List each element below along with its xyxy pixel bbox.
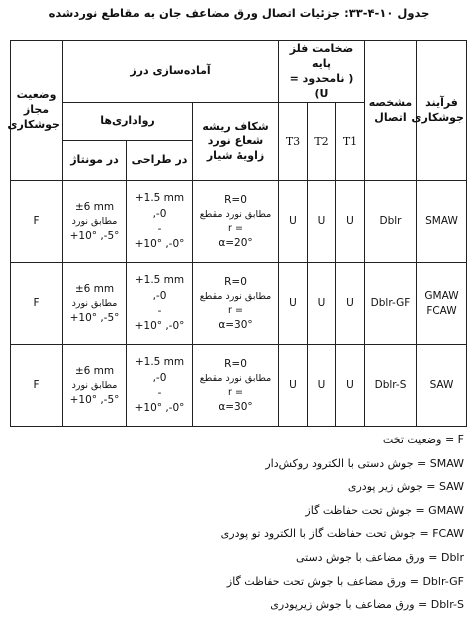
header-row-1 bbox=[11, 41, 467, 103]
groove-angle: α=30° bbox=[218, 400, 253, 413]
legend-item: SMAW = جوش دستی با الکترود روکش‌دار bbox=[265, 456, 464, 470]
header-t3: T3 bbox=[279, 103, 308, 181]
root-radius: R=0 bbox=[224, 193, 247, 206]
design-radius: - bbox=[157, 222, 162, 235]
header-groove-prep: آماده‌سازی درز bbox=[63, 41, 279, 103]
fitup-tolerance-cell bbox=[63, 263, 127, 345]
design-gap: +1.5 mm ,-0 bbox=[134, 356, 185, 384]
t1-cell: U bbox=[336, 263, 365, 345]
design-angle: +10° ,-0° bbox=[134, 320, 185, 333]
process-name: SAW bbox=[429, 379, 454, 392]
legend-item: Dblr-S = ورق مضاعف با جوش زیرپودری bbox=[270, 598, 464, 612]
base-metal-label: ضخامت فلز پایه bbox=[289, 42, 354, 70]
table-title: جدول ۱۰-۴-۳۳: جزئیات اتصال ورق مضاعف جان به مقاطع نوردشده bbox=[48, 6, 430, 20]
design-angle: +10° ,-0° bbox=[134, 402, 185, 415]
t3-cell: U bbox=[279, 263, 308, 345]
header-joint-spec: مشخصه اتصال bbox=[365, 41, 417, 181]
table-row bbox=[11, 181, 467, 263]
groove-cell bbox=[193, 263, 279, 345]
design-radius: - bbox=[157, 304, 162, 317]
position-cell: F bbox=[11, 181, 63, 263]
groove-cell bbox=[193, 345, 279, 427]
process-name: GMAW bbox=[424, 289, 459, 302]
legend-item: FCAW = جوش تحت حفاظت گاز با الکترود تو پودری bbox=[220, 527, 464, 541]
t3-cell: U bbox=[279, 181, 308, 263]
abbreviation-legend bbox=[24, 428, 464, 617]
header-tolerances: رواداری‌ها bbox=[63, 103, 193, 141]
design-gap: +1.5 mm ,-0 bbox=[134, 192, 185, 220]
fitup-angle: +10° ,-5° bbox=[69, 311, 120, 324]
header-t2: T2 bbox=[308, 103, 336, 181]
design-radius: - bbox=[157, 386, 162, 399]
legend-item: SAW = جوش زیر پودری bbox=[347, 480, 464, 494]
header-as-fitup: در مونتاژ bbox=[63, 141, 127, 181]
process-cell bbox=[417, 263, 467, 345]
groove-angle: α=30° bbox=[218, 318, 253, 331]
fitup-tolerance-cell bbox=[63, 345, 127, 427]
t2-cell: U bbox=[308, 263, 336, 345]
groove-angle: α=20° bbox=[218, 236, 253, 249]
position-cell: F bbox=[11, 263, 63, 345]
fitup-radius: مطابق نورد bbox=[71, 379, 118, 391]
joint-cell: Dblr-S bbox=[365, 345, 417, 427]
joint-details-table bbox=[7, 40, 467, 427]
t3-cell: U bbox=[279, 345, 308, 427]
groove-cell bbox=[193, 181, 279, 263]
table-row bbox=[11, 345, 467, 427]
position-cell: F bbox=[11, 345, 63, 427]
design-gap: +1.5 mm ,-0 bbox=[134, 274, 185, 302]
joint-cell: Dblr-GF bbox=[365, 263, 417, 345]
header-process: فرآیند جوشکاری bbox=[417, 41, 467, 181]
table-row bbox=[11, 263, 467, 345]
legend-item: GMAW = جوش تحت حفاظت گاز bbox=[305, 503, 464, 517]
t1-cell: U bbox=[336, 181, 365, 263]
legend-item: F = وضعیت تخت bbox=[382, 433, 464, 446]
radius-label: شعاع نورد bbox=[207, 134, 264, 148]
legend-item: Dblr = ورق مضاعف با جوش دستی bbox=[295, 550, 464, 564]
design-tolerance-cell bbox=[127, 345, 193, 427]
base-metal-note: ( نامحدود = U) bbox=[289, 71, 354, 100]
rolled-note: مطابق نورد مقطع = r bbox=[199, 373, 272, 398]
process-cell bbox=[417, 181, 467, 263]
fitup-radius: مطابق نورد bbox=[71, 297, 118, 309]
fitup-angle: +10° ,-5° bbox=[69, 393, 120, 406]
fitup-radius: مطابق نورد bbox=[71, 215, 118, 227]
process-name: SMAW bbox=[425, 215, 458, 228]
rolled-note: مطابق نورد مقطع = r bbox=[199, 291, 272, 316]
fitup-gap: ±6 mm bbox=[74, 200, 115, 213]
t1-cell: U bbox=[336, 345, 365, 427]
root-radius: R=0 bbox=[224, 275, 247, 288]
header-t1: T1 bbox=[336, 103, 365, 181]
design-tolerance-cell bbox=[127, 181, 193, 263]
header-root-gap bbox=[193, 103, 279, 181]
fitup-angle: +10° ,-5° bbox=[69, 229, 120, 242]
fitup-tolerance-cell bbox=[63, 181, 127, 263]
process-cell bbox=[417, 345, 467, 427]
design-tolerance-cell bbox=[127, 263, 193, 345]
t2-cell: U bbox=[308, 181, 336, 263]
design-angle: +10° ,-0° bbox=[134, 238, 185, 251]
rolled-note: مطابق نورد مقطع = r bbox=[199, 209, 272, 234]
fitup-gap: ±6 mm bbox=[74, 364, 115, 377]
root-radius: R=0 bbox=[224, 357, 247, 370]
root-gap-label: شکاف ریشه bbox=[202, 119, 269, 133]
header-base-metal bbox=[279, 41, 365, 103]
process-name-2: FCAW bbox=[426, 304, 457, 317]
fitup-gap: ±6 mm bbox=[74, 282, 115, 295]
groove-angle-label: زاویهٔ شیار bbox=[206, 149, 265, 163]
header-as-detailed: در طراحی bbox=[127, 141, 193, 181]
legend-item: Dblr-GF = ورق مضاعف با جوش تحت حفاظت گاز bbox=[226, 574, 464, 588]
header-position: وضعیت مجاز جوشکاری bbox=[11, 41, 63, 181]
t2-cell: U bbox=[308, 345, 336, 427]
joint-cell: Dblr bbox=[365, 181, 417, 263]
